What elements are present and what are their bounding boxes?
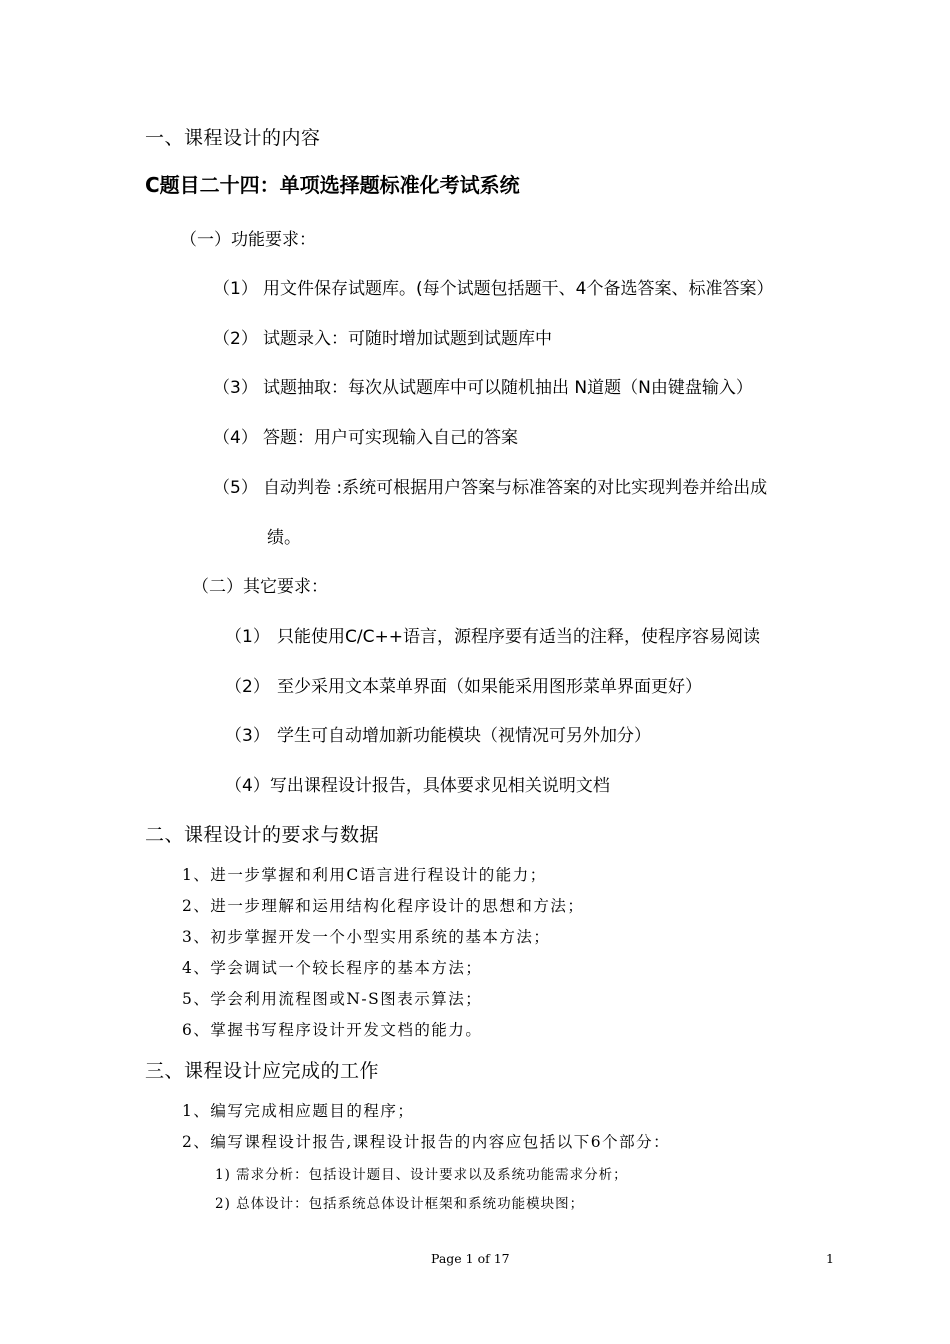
work-item: 1、编写完成相应题目的程序； xyxy=(182,1102,415,1120)
page-footer-label: Page 1 of 17 xyxy=(431,1251,510,1266)
item-number: （2） xyxy=(213,329,258,349)
item-text: 用文件保存试题库。(每个试题包括题干、4个备选答案、标准答案） xyxy=(263,279,774,299)
work-item: 2、编写课程设计报告,课程设计报告的内容应包括以下6个部分： xyxy=(182,1133,671,1151)
item-number: （3） xyxy=(225,726,270,746)
topic-title: C题目二十四：单项选择题标准化考试系统 xyxy=(145,173,520,197)
item-text: 试题抽取：每次从试题库中可以随机抽出 N道题（N由键盘输入） xyxy=(263,378,753,398)
function-requirements-heading: （一）功能要求： xyxy=(180,230,316,250)
item-number: （2） xyxy=(225,677,270,697)
report-part-item: 2) 总体设计：包括系统总体设计框架和系统功能模块图； xyxy=(215,1196,585,1212)
item-number: （1） xyxy=(213,279,258,299)
other-requirements-heading: （二）其它要求： xyxy=(192,577,328,597)
requirement-item: 6、掌握书写程序设计开发文档的能力。 xyxy=(182,1021,483,1039)
item-text: 学生可自动增加新功能模块（视情况可另外加分） xyxy=(277,726,651,746)
section-1-heading: 一、课程设计的内容 xyxy=(145,127,321,149)
other-item xyxy=(225,672,702,697)
function-item-continuation: 绩。 xyxy=(267,528,301,548)
function-item xyxy=(213,324,552,349)
item-number: （3） xyxy=(213,378,258,398)
function-item xyxy=(213,373,753,398)
other-item xyxy=(225,721,651,746)
section-2-heading: 二、课程设计的要求与数据 xyxy=(145,824,380,846)
item-number: （1） xyxy=(225,627,270,647)
requirement-item: 4、学会调试一个较长程序的基本方法； xyxy=(182,959,483,977)
page-number: 1 xyxy=(826,1251,834,1266)
requirement-item: 1、进一步掌握和利用C语言进行程设计的能力； xyxy=(182,866,547,884)
item-text: 答题：用户可实现输入自己的答案 xyxy=(263,428,518,448)
item-number: （5） xyxy=(213,478,258,498)
section-3-heading: 三、课程设计应完成的工作 xyxy=(145,1060,380,1082)
requirement-item: 2、进一步理解和运用结构化程序设计的思想和方法； xyxy=(182,897,585,915)
item-text: 至少采用文本菜单界面（如果能采用图形菜单界面更好） xyxy=(277,677,702,697)
item-number: （4） xyxy=(213,428,258,448)
function-item xyxy=(213,423,518,448)
report-part-item: 1) 需求分析：包括设计题目、设计要求以及系统功能需求分析； xyxy=(215,1167,628,1183)
item-text: 自动判卷 :系统可根据用户答案与标准答案的对比实现判卷并给出成 xyxy=(263,478,768,498)
other-item xyxy=(225,622,760,647)
item-text: 只能使用C/C++语言，源程序要有适当的注释，使程序容易阅读 xyxy=(277,627,760,647)
item-text: 试题录入：可随时增加试题到试题库中 xyxy=(263,329,552,349)
requirement-item: 5、学会利用流程图或N-S图表示算法； xyxy=(182,990,483,1008)
requirement-item: 3、初步掌握开发一个小型实用系统的基本方法； xyxy=(182,928,551,946)
function-item xyxy=(213,473,767,498)
function-item xyxy=(213,274,773,299)
other-item: （4）写出课程设计报告，具体要求见相关说明文档 xyxy=(225,776,610,796)
